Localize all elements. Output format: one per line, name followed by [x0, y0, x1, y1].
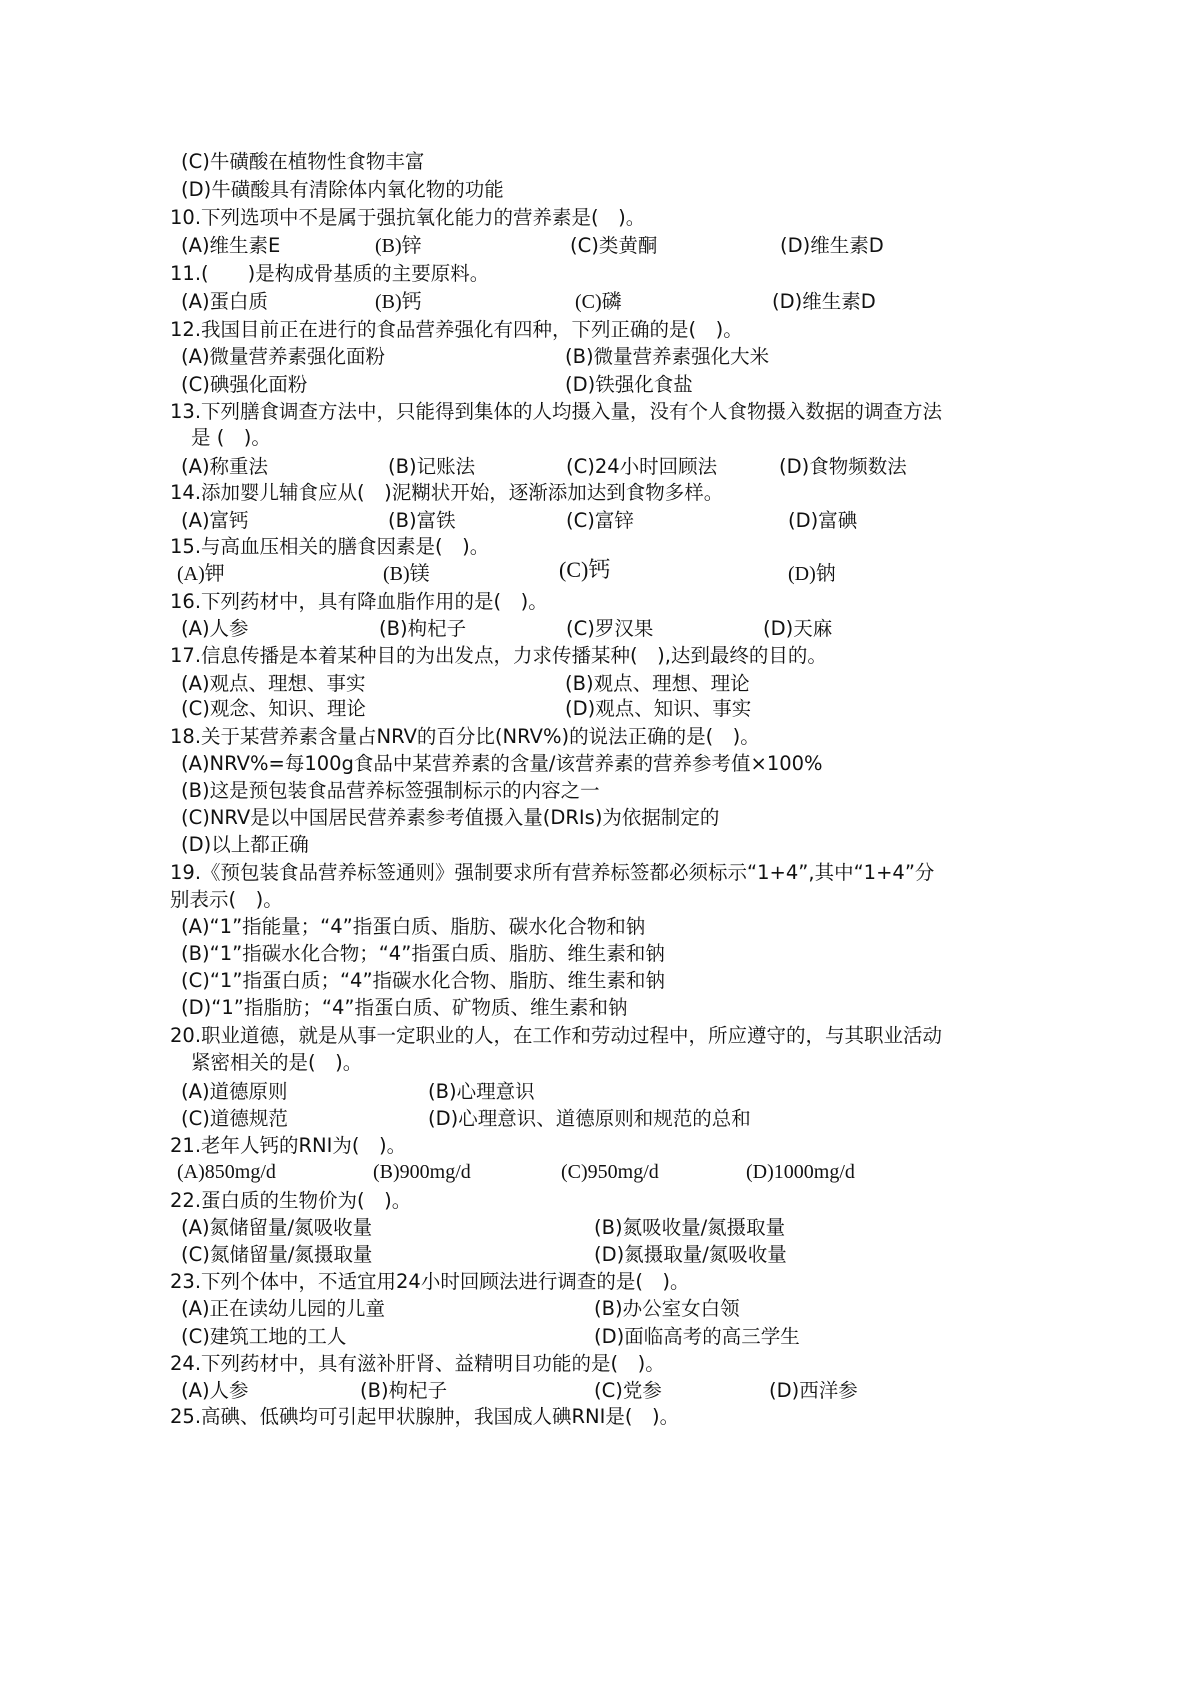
- question-23: 23.下列个体中，不适宜用24小时回顾法进行调查的是( )。: [170, 1270, 690, 1293]
- option-23d: (D)面临高考的高三学生: [594, 1325, 800, 1348]
- option-15b: (B)镁: [383, 563, 430, 585]
- option-14a: (A)富钙: [181, 509, 249, 532]
- option-21d: (D)1000mg/d: [746, 1161, 855, 1183]
- option-14b: (B)富铁: [388, 509, 456, 532]
- option-19c: (C)“1”指蛋白质；“4”指碳水化合物、脂肪、维生素和钠: [181, 969, 666, 992]
- option-16c: (C)罗汉果: [566, 617, 654, 640]
- option-11b: (B)钙: [375, 291, 422, 313]
- option-19b: (B)“1”指碳水化合物；“4”指蛋白质、脂肪、维生素和钠: [181, 942, 665, 965]
- question-17: 17.信息传播是本着某种目的为出发点，力求传播某种( ),达到最终的目的。: [170, 644, 827, 667]
- option-15d: (D)钠: [788, 563, 836, 585]
- option-15c: (C)钙: [559, 557, 611, 582]
- option-9c: (C)牛磺酸在植物性食物丰富: [181, 150, 425, 173]
- question-10: 10.下列选项中不是属于强抗氧化能力的营养素是( )。: [170, 206, 646, 229]
- option-12b: (B)微量营养素强化大米: [565, 345, 770, 368]
- option-23c: (C)建筑工地的工人: [181, 1325, 347, 1348]
- option-22c: (C)氮储留量/氮摄取量: [181, 1243, 373, 1266]
- option-14c: (C)富锌: [566, 509, 634, 532]
- option-10c: (C)类黄酮: [570, 234, 658, 257]
- question-15: 15.与高血压相关的膳食因素是( )。: [170, 535, 490, 558]
- option-22a: (A)氮储留量/氮吸收量: [181, 1216, 373, 1239]
- question-20-continued: 紧密相关的是( )。: [191, 1051, 363, 1074]
- question-22: 22.蛋白质的生物价为( )。: [170, 1189, 412, 1212]
- option-12a: (A)微量营养素强化面粉: [181, 345, 386, 368]
- option-18c: (C)NRV是以中国居民营养素参考值摄入量(DRIs)为依据制定的: [181, 806, 720, 829]
- question-24: 24.下列药材中，具有滋补肝肾、益精明目功能的是( )。: [170, 1352, 665, 1375]
- option-13d: (D)食物频数法: [779, 455, 907, 478]
- option-20a: (A)道德原则: [181, 1080, 288, 1103]
- option-20b: (B)心理意识: [428, 1080, 535, 1103]
- option-10d: (D)维生素D: [780, 234, 884, 257]
- option-24a: (A)人参: [181, 1379, 249, 1402]
- option-10b: (B)锌: [375, 235, 422, 257]
- option-13a: (A)称重法: [181, 455, 269, 478]
- option-14d: (D)富碘: [788, 509, 858, 532]
- option-13c: (C)24小时回顾法: [566, 455, 718, 478]
- option-20d: (D)心理意识、道德原则和规范的总和: [428, 1107, 751, 1130]
- question-16: 16.下列药材中，具有降血脂作用的是( )。: [170, 590, 548, 613]
- option-17d: (D)观点、知识、事实: [565, 697, 752, 720]
- question-13-continued: 是 ( )。: [191, 426, 271, 449]
- option-17c: (C)观念、知识、理论: [181, 697, 366, 720]
- option-21b: (B)900mg/d: [373, 1161, 471, 1183]
- option-16a: (A)人参: [181, 617, 249, 640]
- question-11: 11.( )是构成骨基质的主要原料。: [170, 262, 490, 285]
- question-19: 19.《预包装食品营养标签通则》强制要求所有营养标签都必须标示“1+4”,其中“1+4”分: [170, 861, 935, 884]
- question-20: 20.职业道德，就是从事一定职业的人，在工作和劳动过程中，所应遵守的，与其职业活动: [170, 1024, 943, 1047]
- option-16b: (B)枸杞子: [379, 617, 467, 640]
- option-18a: (A)NRV%=每100g食品中某营养素的含量/该营养素的营养参考值×100%: [181, 752, 823, 775]
- option-22b: (B)氮吸收量/氮摄取量: [594, 1216, 786, 1239]
- option-10a: (A)维生素E: [181, 234, 281, 257]
- option-11a: (A)蛋白质: [181, 290, 269, 313]
- option-11c: (C)磷: [575, 291, 622, 313]
- question-21: 21.老年人钙的RNI为( )。: [170, 1134, 407, 1157]
- question-14: 14.添加婴儿辅食应从( )泥糊状开始，逐渐添加达到食物多样。: [170, 481, 724, 504]
- option-24c: (C)党参: [594, 1379, 662, 1402]
- option-15a: (A)钾: [177, 563, 225, 585]
- option-21c: (C)950mg/d: [561, 1161, 659, 1183]
- option-19a: (A)“1”指能量；“4”指蛋白质、脂肪、碳水化合物和钠: [181, 915, 646, 938]
- option-11d: (D)维生素D: [772, 290, 876, 313]
- option-16d: (D)天麻: [763, 617, 833, 640]
- option-12c: (C)碘强化面粉: [181, 373, 308, 396]
- option-18b: (B)这是预包装食品营养标签强制标示的内容之一: [181, 779, 600, 802]
- option-23b: (B)办公室女白领: [594, 1297, 740, 1320]
- question-25: 25.高碘、低碘均可引起甲状腺肿，我国成人碘RNI是( )。: [170, 1405, 680, 1428]
- option-13b: (B)记账法: [388, 455, 476, 478]
- question-13: 13.下列膳食调查方法中，只能得到集体的人均摄入量，没有个人食物摄入数据的调查方法: [170, 400, 943, 423]
- option-21a: (A)850mg/d: [177, 1161, 276, 1183]
- question-19-continued: 别表示( )。: [170, 888, 283, 911]
- question-12: 12.我国目前正在进行的食品营养强化有四种，下列正确的是( )。: [170, 318, 743, 341]
- option-24d: (D)西洋参: [769, 1379, 858, 1402]
- option-9d: (D)牛磺酸具有清除体内氧化物的功能: [181, 178, 504, 201]
- option-24b: (B)枸杞子: [360, 1379, 448, 1402]
- option-19d: (D)“1”指脂肪；“4”指蛋白质、矿物质、维生素和钠: [181, 996, 628, 1019]
- option-17b: (B)观点、理想、理论: [565, 672, 750, 695]
- option-20c: (C)道德规范: [181, 1107, 288, 1130]
- option-23a: (A)正在读幼儿园的儿童: [181, 1297, 386, 1320]
- option-17a: (A)观点、理想、事实: [181, 672, 366, 695]
- option-12d: (D)铁强化食盐: [565, 373, 693, 396]
- option-22d: (D)氮摄取量/氮吸收量: [594, 1243, 787, 1266]
- question-18: 18.关于某营养素含量占NRV的百分比(NRV%)的说法正确的是( )。: [170, 725, 760, 748]
- option-18d: (D)以上都正确: [181, 833, 309, 856]
